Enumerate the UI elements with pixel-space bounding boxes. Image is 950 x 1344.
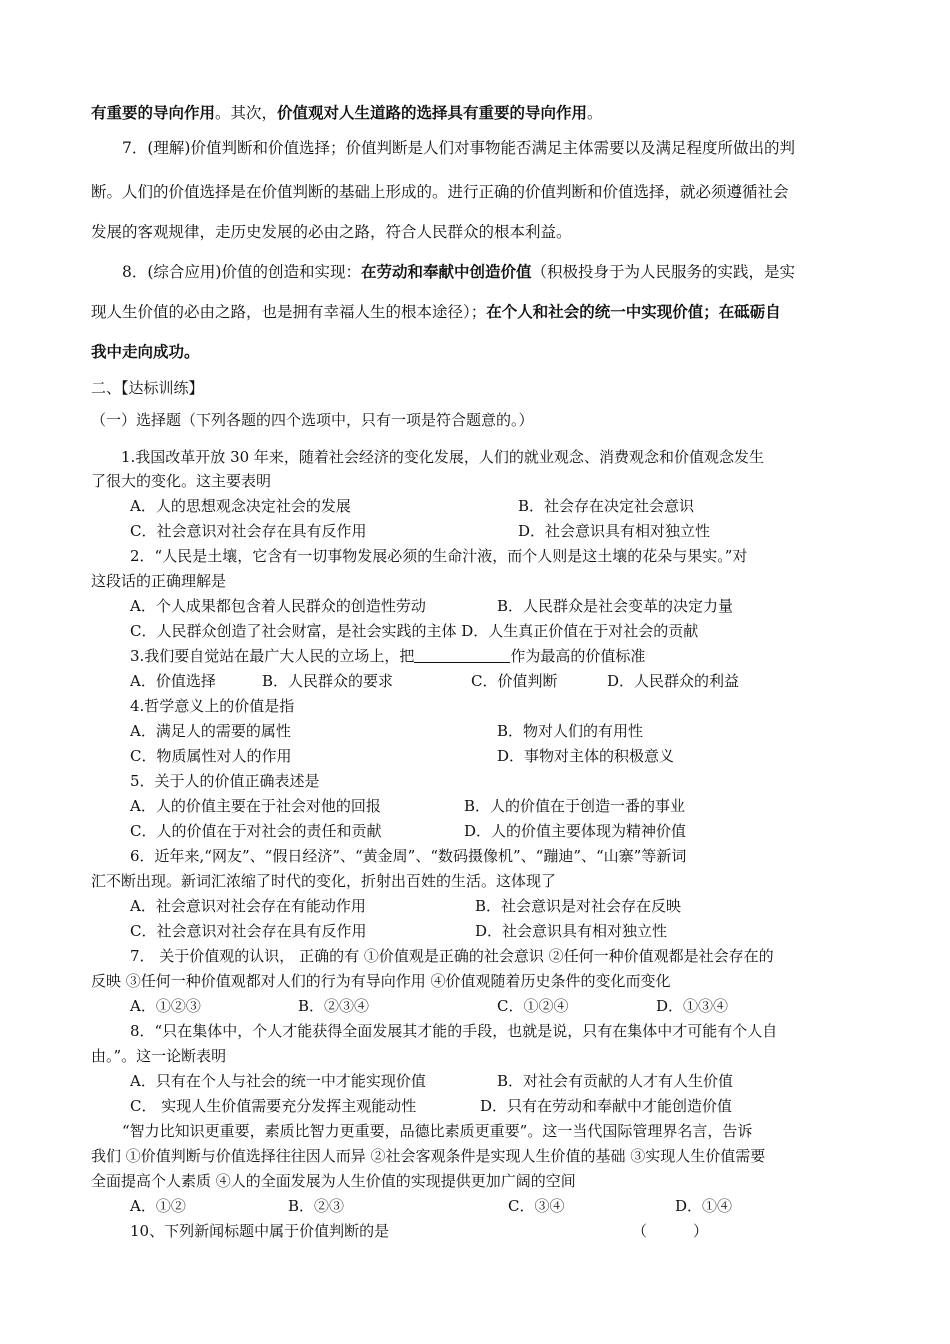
q7-option-a: A．①②③ — [130, 997, 201, 1015]
q6-stem-2: 汇不断出现。新词汇浓缩了时代的变化，折射出百姓的生活。这体现了 — [91, 872, 557, 890]
q5-option-b: B．人的价值在于创造一番的事业 — [464, 797, 686, 815]
q4-option-c: C．物质属性对人的作用 — [130, 747, 292, 765]
q6-option-d: D．社会意识具有相对独立性 — [475, 922, 668, 940]
q1-stem-2: 了很大的变化。这主要表明 — [91, 472, 272, 490]
q7-option-d: D．①③④ — [656, 997, 729, 1015]
q4-option-a: A．满足人的需要的属性 — [130, 722, 291, 740]
q4-stem: 4.哲学意义上的价值是指 — [130, 697, 295, 715]
q7-stem-2: 反映 ③任何一种价值观都对人们的行为有导向作用 ④价值观随着历史条件的变化而变化 — [91, 972, 671, 990]
q3-option-b: B．人民群众的要求 — [262, 672, 394, 690]
q5-option-a: A．人的价值主要在于社会对他的回报 — [130, 797, 381, 815]
q3-option-c: C．价值判断 — [471, 672, 558, 690]
point-8-prefix: 8．(综合应用)价值的创造和实现： — [122, 263, 361, 281]
q2-option-b: B．人民群众是社会变革的决定力量 — [497, 597, 734, 615]
q6-option-b: B．社会意识是对社会存在反映 — [475, 897, 682, 915]
q6-option-c: C．社会意识对社会存在具有反作用 — [130, 922, 367, 940]
q8-option-d: D．只有在劳动和奉献中才能创造价值 — [480, 1097, 733, 1115]
summary-line-1 — [91, 103, 603, 123]
q10-answer-paren-open: （ — [632, 1222, 648, 1240]
q3-stem — [130, 646, 645, 666]
q9-option-c: C．③④ — [508, 1197, 565, 1215]
point-7-line-2: 断。人们的价值选择是在价值判断的基础上形成的。进行正确的价值判断和价值选择，就必须遵循社会 — [91, 183, 789, 201]
q10-answer-paren-close: ） — [693, 1222, 709, 1240]
q8-option-c: C． 实现人生价值需要充分发挥主观能动性 — [130, 1097, 417, 1115]
q2-option-a: A．个人成果都包含着人民群众的创造性劳动 — [130, 597, 426, 615]
point-8-line-1 — [122, 262, 795, 282]
q6-option-a: A．社会意识对社会存在有能动作用 — [130, 897, 366, 915]
q3-option-a: A．价值选择 — [130, 672, 216, 690]
q8-option-a: A．只有在个人与社会的统一中才能实现价值 — [130, 1072, 426, 1090]
q2-stem-2: 这段话的正确理解是 — [91, 572, 227, 590]
q8-option-b: B．对社会有贡献的人才有人生价值 — [497, 1072, 734, 1090]
q1-option-b: B．社会存在决定社会意识 — [518, 497, 695, 515]
q9-stem-1: “智力比知识更重要，素质比智力更重要，品德比素质更重要”。这一当代国际管理界名言，告诉 — [122, 1122, 753, 1140]
point-8-paren: （积极投身于为人民服务的实践，是实 — [531, 263, 795, 281]
section-title: 二、【达标训练】 — [91, 379, 204, 397]
q2-option-cd: C．人民群众创造了社会财富，是社会实践的主体 D．人生真正价值在于对社会的贡献 — [130, 622, 699, 640]
q1-option-d: D．社会意识具有相对独立性 — [518, 522, 711, 540]
q5-option-d: D．人的价值主要体现为精神价值 — [464, 822, 687, 840]
q3-option-d: D．人民群众的利益 — [607, 672, 740, 690]
q2-stem-1: 2．“人民是土壤，它含有一切事物发展必须的生命汁液，而个人则是这土壤的花朵与果实。”对 — [130, 547, 748, 565]
q4-option-b: B．物对人们的有用性 — [497, 722, 644, 740]
q3-stem-post: 作为最高的价值标准 — [510, 647, 646, 665]
point-8-line-2 — [91, 302, 781, 322]
point-8-line-2-text: 现人生价值的必由之路，也是拥有幸福人生的根本途径）； — [91, 303, 487, 321]
q9-stem-2: 我们 ①价值判断与价值选择往往因人而异 ②社会客观条件是实现人生价值的基础 ③实现人生价值需要 — [91, 1147, 766, 1165]
q9-stem-3: 全面提高个人素质 ④人的全面发展为人生价值的实现提供更加广阔的空间 — [91, 1172, 576, 1190]
q1-option-a: A．人的思想观念决定社会的发展 — [130, 497, 351, 515]
q6-stem-1: 6．近年来,“网友”、“假日经济”、“黄金周”、“数码摄像机”、“蹦迪”、“山寨”等新词 — [130, 847, 687, 865]
q5-option-c: C．人的价值在于对社会的责任和贡献 — [130, 822, 382, 840]
q7-option-b: B．②③④ — [298, 997, 370, 1015]
q7-stem-1: 7． 关于价值观的认识， 正确的有 ①价值观是正确的社会意识 ②任何一种价值观都是社会存在的 — [130, 947, 774, 965]
q9-option-a: A．①② — [130, 1197, 186, 1215]
point-8-line-3: 我中走向成功。 — [91, 343, 200, 361]
summary-bold-a: 有重要的导向作用 — [91, 104, 216, 122]
summary-end: 。 — [587, 104, 603, 122]
q1-option-c: C．社会意识对社会存在具有反作用 — [130, 522, 367, 540]
part-title: （一）选择题（下列各题的四个选项中，只有一项是符合题意的。） — [91, 411, 534, 429]
point-8-bold-2: 在个人和社会的统一中实现价值；在砥砺自 — [486, 303, 781, 321]
q3-stem-pre: 3.我们要自觉站在最广大人民的立场上，把 — [130, 647, 415, 665]
q9-option-b: B．②③ — [288, 1197, 345, 1215]
point-8-bold-1: 在劳动和奉献中创造价值 — [360, 263, 532, 281]
summary-bold-b: 价值观对人生道路的选择具有重要的导向作用 — [277, 104, 588, 122]
q7-option-c: C．①②④ — [497, 997, 569, 1015]
point-7-line-1: 7．(理解)价值判断和价值选择；价值判断是人们对事物能否满足主体需要以及满足程度所做出的判 — [122, 139, 795, 157]
q8-stem-2: 由。”。这一论断表明 — [91, 1047, 227, 1065]
q10-stem: 10、下列新闻标题中属于价值判断的是 — [130, 1222, 390, 1240]
q8-stem-1: 8．“只在集体中，个人才能获得全面发展其才能的手段，也就是说，只有在集体中才可能有个人自 — [130, 1022, 778, 1040]
q3-blank — [414, 648, 510, 663]
q4-option-d: D．事物对主体的积极意义 — [497, 747, 675, 765]
summary-text-a: 。其次， — [215, 104, 278, 122]
point-7-line-3: 发展的客观规律，走历史发展的必由之路，符合人民群众的根本利益。 — [91, 223, 572, 241]
q5-stem: 5．关于人的价值正确表述是 — [130, 772, 320, 790]
q1-stem-1: 1.我国改革开放 30 年来，随着社会经济的变化发展，人们的就业观念、消费观念和价值观念发生 — [121, 448, 764, 466]
q9-option-d: D．①④ — [675, 1197, 733, 1215]
